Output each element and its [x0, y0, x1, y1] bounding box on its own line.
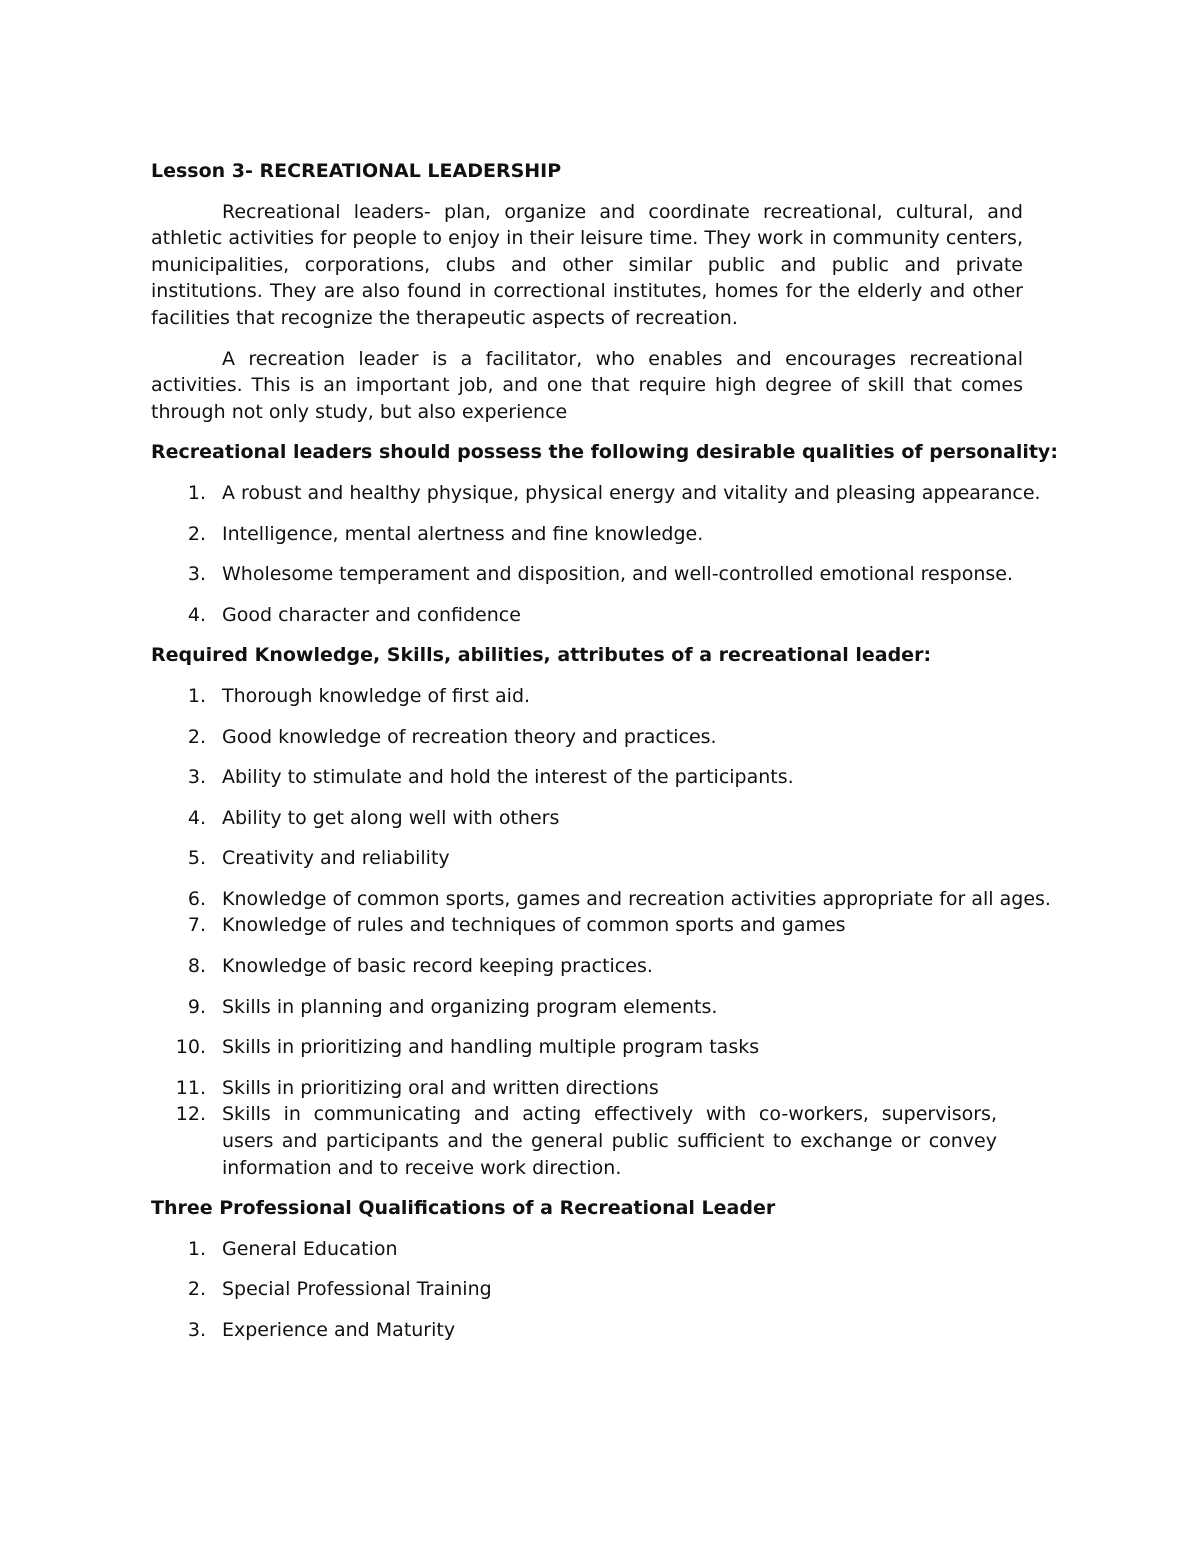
list-text: Skills in communicating and acting effectively with co-workers, supervisors, users and participants and the general public sufficient to exchange or convey information and to receive work direction. [222, 1103, 997, 1179]
list-text: Intelligence, mental alertness and fine knowledge. [222, 522, 704, 545]
list-item [151, 1236, 1023, 1263]
list-item [151, 912, 1023, 939]
list-number: 2. [187, 522, 206, 545]
qualifications-heading: Three Professional Qualifications of a Recreational Leader [151, 1197, 776, 1220]
list-number: 6. [187, 887, 206, 910]
list-item [151, 561, 1023, 588]
list-number: 3. [187, 1319, 206, 1341]
document-page [151, 158, 1058, 1358]
list-number: 8. [187, 955, 206, 978]
list-item [151, 1034, 1023, 1061]
list-item [151, 683, 1023, 710]
list-text: Good character and confidence [222, 603, 521, 626]
list-text: General Education [222, 1237, 398, 1260]
qualities-heading: Recreational leaders should possess the following desirable qualities of personality: [151, 441, 1058, 464]
list-number: 1. [187, 684, 206, 707]
qualities-list [151, 480, 1041, 628]
list-number: 11. [175, 1076, 206, 1099]
list-text: Ability to stimulate and hold the interest of the participants. [222, 766, 794, 789]
list-item [151, 953, 1023, 980]
intro-paragraph-2: A recreation leader is a facilitator, who enables and encourages recreational activities. This is an important job, and one that require high degree of skill that comes through not only study, but also experience [151, 347, 1023, 423]
list-text: Knowledge of rules and techniques of common sports and games [222, 914, 846, 937]
list-text: Good knowledge of recreation theory and practices. [222, 725, 717, 748]
list-text: Thorough knowledge of first aid. [222, 684, 531, 707]
knowledge-list [151, 683, 1051, 1181]
list-number: 4. [187, 603, 206, 626]
list-text: A robust and healthy physique, physical energy and vitality and pleasing appearance. [222, 481, 1041, 504]
list-number: 12. [175, 1103, 206, 1126]
list-item [151, 480, 1041, 507]
list-item [151, 602, 1023, 629]
list-item [151, 845, 1023, 872]
list-number: 10. [175, 1036, 206, 1059]
list-number: 2. [187, 1278, 206, 1301]
list-number: 3. [187, 563, 206, 586]
list-number: 2. [187, 725, 206, 748]
knowledge-heading: Required Knowledge, Skills, abilities, attributes of a recreational leader: [151, 644, 932, 667]
list-item [151, 724, 1023, 751]
list-number: 3. [187, 766, 206, 789]
qualifications-list [151, 1236, 1023, 1344]
list-text: Creativity and reliability [222, 847, 450, 870]
list-text: Skills in planning and organizing program elements. [222, 995, 718, 1018]
list-text: Knowledge of common sports, games and recreation activities appropriate for all ages. [222, 887, 1051, 910]
list-item [151, 521, 1023, 548]
list-number: 1. [187, 1237, 206, 1260]
list-text: Special Professional Training [222, 1278, 492, 1301]
list-item [151, 994, 1023, 1021]
list-number: 5. [187, 847, 206, 870]
list-text: Wholesome temperament and disposition, and well-controlled emotional response. [222, 563, 1013, 586]
list-item [151, 1276, 1023, 1303]
list-item [151, 764, 1023, 791]
list-text: Skills in prioritizing oral and written directions [222, 1076, 659, 1099]
list-item [151, 886, 1051, 913]
list-text: Ability to get along well with others [222, 806, 560, 829]
lesson-title: Lesson 3- RECREATIONAL LEADERSHIP [151, 160, 562, 182]
list-item [151, 1075, 1023, 1102]
list-text: Skills in prioritizing and handling multiple program tasks [222, 1036, 760, 1059]
intro-paragraph-1: Recreational leaders- plan, organize and coordinate recreational, cultural, and athletic activities for people to enjoy in their leisure time. They work in community centers, municipalities, corporations, clubs and other similar public and public and private institutions. They are also found in correctional institutes, homes for the elderly and other facilities that recognize the therapeutic aspects of recreation. [151, 200, 1023, 329]
list-text: Experience and Maturity [222, 1319, 456, 1341]
list-number: 9. [187, 995, 206, 1018]
list-number: 4. [187, 806, 206, 829]
list-item [151, 1317, 1023, 1344]
list-text: Knowledge of basic record keeping practices. [222, 955, 653, 978]
list-item [151, 1101, 1023, 1181]
list-item [151, 805, 1023, 832]
list-number: 7. [187, 914, 206, 937]
list-number: 1. [187, 481, 206, 504]
